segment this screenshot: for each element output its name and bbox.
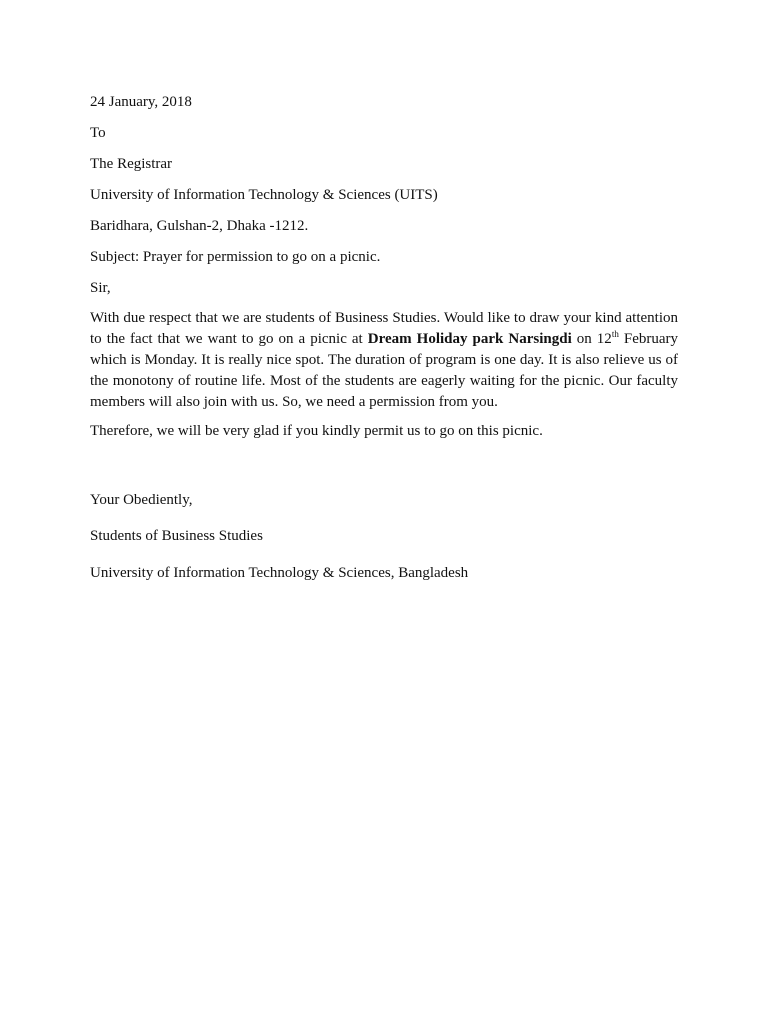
body-line-1: With due respect that we are students of Business Studies. Would like to draw your kind attention	[90, 310, 678, 326]
salutation: Sir,	[90, 280, 111, 296]
closing-request: Therefore, we will be very glad if you kindly permit us to go on this picnic.	[90, 423, 543, 439]
body-line-2-month: February	[618, 331, 679, 347]
letter-date: 24 January, 2018	[90, 94, 192, 110]
signoff: Your Obediently,	[90, 492, 193, 508]
letter-subject: Subject: Prayer for permission to go on a picnic.	[90, 249, 381, 265]
letter-to-label: To	[90, 125, 106, 141]
body-line-2-start: to the fact that we want to go on a picnic at	[90, 331, 368, 347]
date-ordinal-suffix: th	[611, 329, 619, 339]
sender-name: Students of Business Studies	[90, 528, 263, 544]
body-line-2	[90, 329, 678, 350]
body-line-4: the monotony of routine life. Most of the students are eagerly waiting for the picnic. Our faculty	[90, 373, 678, 389]
body-line-2-date: on 12	[571, 331, 612, 347]
recipient-address: Baridhara, Gulshan-2, Dhaka -1212.	[90, 218, 309, 234]
body-line-5: members will also join with us. So, we need a permission from you.	[90, 394, 498, 410]
sender-institution: University of Information Technology & Sciences, Bangladesh	[90, 565, 469, 581]
recipient-title: The Registrar	[90, 156, 173, 172]
recipient-institution: University of Information Technology & Sciences (UITS)	[90, 187, 438, 203]
letter-body-paragraph	[90, 308, 678, 413]
picnic-location: Dream Holiday park Narsingdi	[367, 331, 572, 347]
body-line-3: which is Monday. It is really nice spot. The duration of program is one day. It is also relieve us of	[90, 352, 678, 368]
